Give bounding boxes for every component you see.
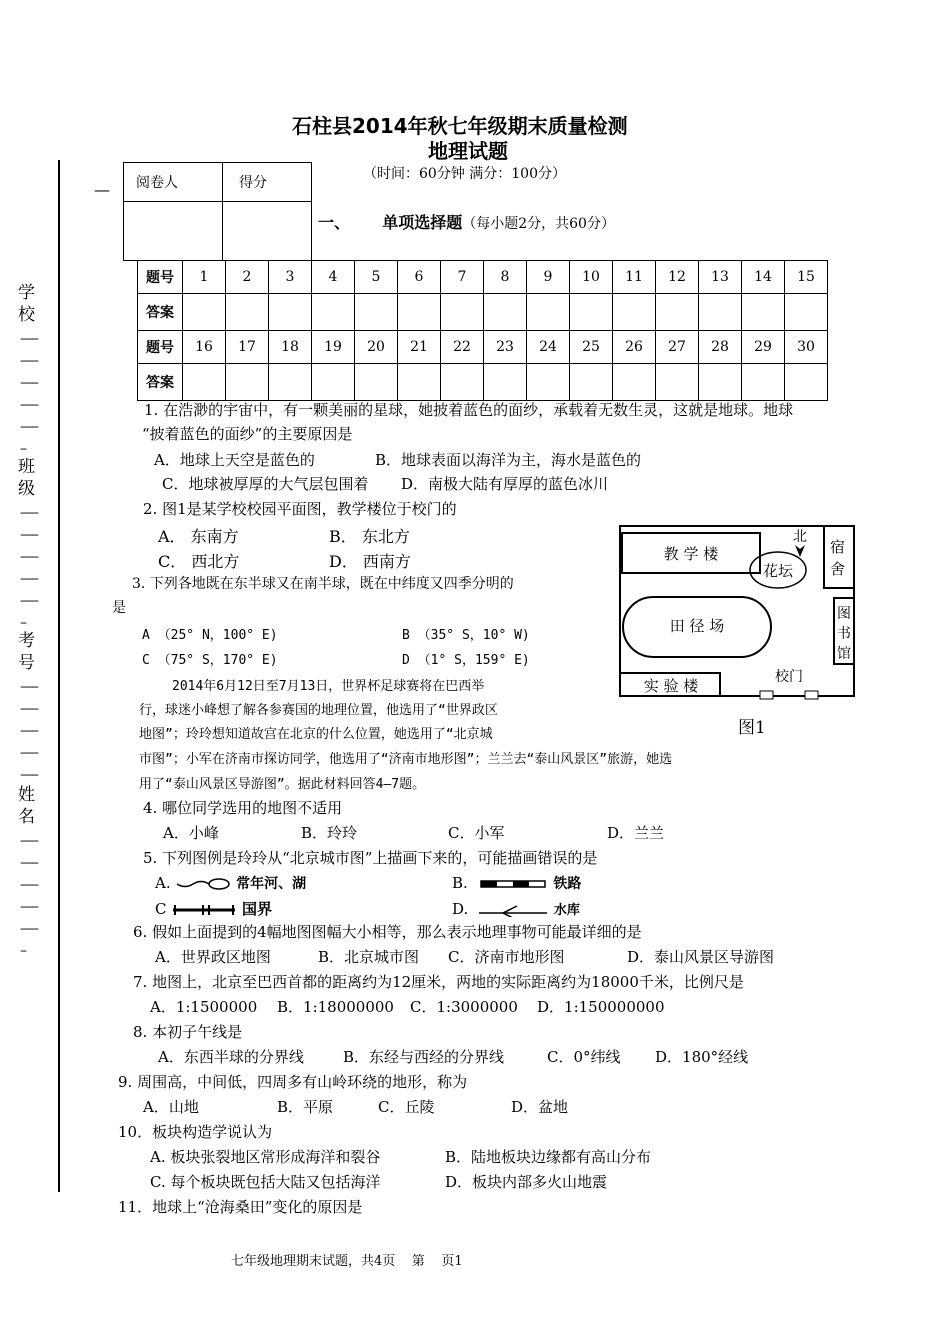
lab-label: 实 验 楼 xyxy=(643,677,699,695)
score-field[interactable] xyxy=(223,202,312,261)
question-number: 20 xyxy=(355,331,398,364)
track-label: 田 径 场 xyxy=(669,617,725,635)
answer-cell[interactable] xyxy=(355,294,398,331)
answer-cell[interactable] xyxy=(613,364,656,401)
answer-cell[interactable] xyxy=(398,294,441,331)
q3-option-c[interactable]: C （75° S，170° E) xyxy=(142,653,278,668)
q11-stem: 11．地球上“沧海桑田”变化的原因是 xyxy=(118,1198,363,1216)
q9-option-a[interactable]: A．山地 xyxy=(143,1098,199,1116)
answer-cell[interactable] xyxy=(269,294,312,331)
score-label: 得分 xyxy=(223,163,312,202)
answer-cell[interactable] xyxy=(527,294,570,331)
question-number: 10 xyxy=(570,261,613,294)
gate-post-right xyxy=(805,691,818,699)
answer-cell[interactable] xyxy=(484,294,527,331)
question-number: 13 xyxy=(699,261,742,294)
q7-option-b[interactable]: B．1:18000000 xyxy=(277,998,394,1016)
answer-cell[interactable] xyxy=(398,364,441,401)
q7-option-d[interactable]: D．1:150000000 xyxy=(537,998,665,1016)
reviewer-label: 阅卷人 xyxy=(124,163,223,202)
q8-stem: 8. 本初子午线是 xyxy=(133,1023,243,1041)
q7-stem: 7. 地图上，北京至巴西首都的距离约为12厘米，两地的实际距离约为18000千米，比例尺是 xyxy=(133,973,744,991)
north-label: 北 xyxy=(793,529,807,545)
sidebar-school: 学校 xyxy=(18,283,35,325)
q3-option-a[interactable]: A （25° N，100° E) xyxy=(142,628,278,643)
question-number: 12 xyxy=(656,261,699,294)
q5-b-letter: B. xyxy=(452,874,468,892)
q8-option-c[interactable]: C．0°纬线 xyxy=(547,1048,621,1066)
exam-info: （时间：60分钟 满分：100分） xyxy=(363,166,566,182)
q2-option-c[interactable]: C． 西北方 xyxy=(158,552,240,571)
q8-option-b[interactable]: B．东经与西经的分界线 xyxy=(343,1048,505,1066)
q1-stem: 1. 在浩渺的宇宙中，有一颗美丽的星球，她披着蓝色的面纱，承载着无数生灵，这就是地球。地球 xyxy=(144,401,794,419)
q3-stem: 3. 下列各地既在东半球又在南半球，既在中纬度又四季分明的 xyxy=(132,576,514,592)
q2-option-d[interactable]: D． 西南方 xyxy=(329,552,411,571)
q10-option-d[interactable]: D．板块内部多火山地震 xyxy=(445,1173,608,1191)
binding-line xyxy=(58,160,60,1192)
north-arrow-icon xyxy=(795,545,805,557)
question-number: 22 xyxy=(441,331,484,364)
reviewer-field[interactable] xyxy=(124,202,223,261)
railway-symbol-icon xyxy=(479,877,549,891)
page-footer: 七年级地理期末试题，共4页 第 页1 xyxy=(231,1254,463,1269)
flower-label: 花坛 xyxy=(762,562,794,580)
question-number: 18 xyxy=(269,331,312,364)
q2-option-a[interactable]: A． 东南方 xyxy=(158,527,239,546)
q6-stem: 6. 假如上面提到的4幅地图图幅大小相等，那么表示地理事物可能最详细的是 xyxy=(133,923,642,941)
q1-stem-2: “披着蓝色的面纱”的主要原因是 xyxy=(142,425,353,443)
answer-cell[interactable] xyxy=(570,294,613,331)
dorm-label: 宿舍 xyxy=(830,538,846,578)
dorm-building xyxy=(824,526,854,588)
q5-d-letter: D. xyxy=(452,900,469,918)
gate-post-left xyxy=(760,691,773,699)
answer-cell[interactable] xyxy=(183,294,226,331)
material-line-2: 行，球迷小峰想了解各参赛国的地理位置，他选用了“世界政区 xyxy=(139,703,498,718)
q3-option-d[interactable]: D （1° S，159° E) xyxy=(402,653,530,668)
name-blank[interactable]: —– —– —– —– —– – xyxy=(20,833,37,959)
q8-option-a[interactable]: A．东西半球的分界线 xyxy=(158,1048,304,1066)
question-number: 15 xyxy=(785,261,828,294)
question-number: 19 xyxy=(312,331,355,364)
q7-option-a[interactable]: A．1:1500000 xyxy=(150,998,258,1016)
figure-caption: 图1 xyxy=(738,718,766,738)
q1-option-d[interactable]: D．南极大陆有厚厚的蓝色冰川 xyxy=(401,475,609,493)
class-blank[interactable]: —– —– —– —– —– – xyxy=(20,505,37,631)
q5-a-letter: A. xyxy=(155,874,171,892)
q1-option-c[interactable]: C．地球被厚厚的大气层包围着 xyxy=(162,475,369,493)
answer-cell[interactable] xyxy=(656,364,699,401)
answer-cell[interactable] xyxy=(441,364,484,401)
q5-option-a[interactable] xyxy=(155,873,306,894)
q2-option-b[interactable]: B． 东北方 xyxy=(329,527,410,546)
answer-cell[interactable] xyxy=(742,364,785,401)
q4-option-a[interactable]: A．小峰 xyxy=(163,824,219,842)
question-number: 28 xyxy=(699,331,742,364)
page-title: 石柱县2014年秋七年级期末质量检测 xyxy=(292,114,628,138)
answer-cell[interactable] xyxy=(484,364,527,401)
q4-option-b[interactable]: B．玲玲 xyxy=(301,824,358,842)
grade-box xyxy=(123,162,312,261)
answer-cell[interactable] xyxy=(527,364,570,401)
q5-c-text: 国界 xyxy=(242,900,273,918)
q10-stem: 10．板块构造学说认为 xyxy=(118,1123,273,1141)
ans-label: 答案 xyxy=(138,364,183,401)
q4-option-c[interactable]: C．小军 xyxy=(448,824,505,842)
question-number: 16 xyxy=(183,331,226,364)
q5-d-text: 水库 xyxy=(553,903,580,918)
question-number: 29 xyxy=(742,331,785,364)
question-number: 5 xyxy=(355,261,398,294)
q3-stem-2: 是 xyxy=(112,600,126,616)
q5-option-b[interactable] xyxy=(452,873,581,894)
question-number: 3 xyxy=(269,261,312,294)
q10-option-a[interactable]: A. 板块张裂地区常形成海洋和裂谷 xyxy=(150,1148,381,1166)
q4-option-d[interactable]: D．兰兰 xyxy=(607,824,665,842)
q9-option-c[interactable]: C．丘陵 xyxy=(378,1098,435,1116)
question-number: 14 xyxy=(742,261,785,294)
question-number: 17 xyxy=(226,331,269,364)
section-note: （每小题2分，共60分） xyxy=(462,216,615,232)
section-heading xyxy=(318,212,615,234)
section-number: 一、 xyxy=(318,213,351,232)
num-label: 题号 xyxy=(138,331,183,364)
q6-option-d[interactable]: D．泰山风景区导游图 xyxy=(627,948,775,966)
gate-label: 校门 xyxy=(775,669,803,685)
q3-option-b[interactable]: B （35° S，10° W) xyxy=(402,628,530,643)
question-number: 30 xyxy=(785,331,828,364)
answer-cell[interactable] xyxy=(355,364,398,401)
question-number: 2 xyxy=(226,261,269,294)
question-number: 24 xyxy=(527,331,570,364)
q6-option-a[interactable]: A．世界政区地图 xyxy=(155,948,271,966)
section-name: 单项选择题 xyxy=(382,213,463,232)
river-lake-symbol-icon xyxy=(175,877,231,891)
q5-b-text: 铁路 xyxy=(553,876,582,892)
answer-cell[interactable] xyxy=(785,294,828,331)
page-subtitle: 地理试题 xyxy=(428,139,508,163)
answer-cell[interactable] xyxy=(613,294,656,331)
answer-cell[interactable] xyxy=(312,294,355,331)
question-number: 1 xyxy=(183,261,226,294)
campus-map xyxy=(619,525,859,701)
answer-cell[interactable] xyxy=(742,294,785,331)
answer-cell[interactable] xyxy=(183,364,226,401)
q1-option-b[interactable]: B．地球表面以海洋为主，海水是蓝色的 xyxy=(375,451,642,469)
material-line-5: 用了“泰山风景区导游图”。据此材料回答4—7题。 xyxy=(139,777,426,792)
exam-no-blank[interactable]: —– —– —– —– —– xyxy=(20,679,37,783)
answer-cell[interactable] xyxy=(570,364,613,401)
q5-option-c[interactable] xyxy=(155,899,272,919)
answer-cell[interactable] xyxy=(699,294,742,331)
question-number: 4 xyxy=(312,261,355,294)
q2-stem: 2. 图1是某学校校园平面图，教学楼位于校门的 xyxy=(143,500,457,518)
answer-cell[interactable] xyxy=(656,294,699,331)
question-number: 21 xyxy=(398,331,441,364)
question-number: 11 xyxy=(613,261,656,294)
answer-table xyxy=(137,260,828,401)
question-number: 8 xyxy=(484,261,527,294)
answer-cell[interactable] xyxy=(441,294,484,331)
ans-label: 答案 xyxy=(138,294,183,331)
question-number: 26 xyxy=(613,331,656,364)
q6-option-b[interactable]: B．北京城市图 xyxy=(318,948,420,966)
teaching-label: 教 学 楼 xyxy=(663,545,719,563)
answer-cell[interactable] xyxy=(312,364,355,401)
question-number: 9 xyxy=(527,261,570,294)
q10-option-b[interactable]: B．陆地板块边缘都有高山分布 xyxy=(445,1148,652,1166)
question-number: 25 xyxy=(570,331,613,364)
map-border xyxy=(620,526,854,696)
material-line-3: 地图”；玲玲想知道故宫在北京的什么位置，她选用了“北京城 xyxy=(139,727,493,742)
corner-dash: — xyxy=(94,180,110,199)
material-line-4: 市图”；小军在济南市探访同学，他选用了“济南市地形图”；兰兰去“泰山风景区”旅游，她选 xyxy=(139,752,673,767)
school-blank[interactable]: —– —– —– —– —– – xyxy=(20,331,37,457)
q7-option-c[interactable]: C．1:3000000 xyxy=(410,998,518,1016)
question-number: 27 xyxy=(656,331,699,364)
reservoir-symbol-icon xyxy=(477,903,549,917)
q6-option-c[interactable]: C．济南市地形图 xyxy=(448,948,565,966)
answer-cell[interactable] xyxy=(226,294,269,331)
question-number: 6 xyxy=(398,261,441,294)
q9-stem: 9. 周围高，中间低，四周多有山岭环绕的地形，称为 xyxy=(118,1073,468,1091)
answer-cell[interactable] xyxy=(269,364,312,401)
library-label: 图书馆 xyxy=(837,606,851,662)
question-number: 7 xyxy=(441,261,484,294)
answer-cell[interactable] xyxy=(226,364,269,401)
q5-c-letter: C xyxy=(155,900,167,918)
material-line-1: 2014年6月12日至7月13日，世界杯足球赛将在巴西举 xyxy=(172,679,485,694)
answer-cell[interactable] xyxy=(785,364,828,401)
border-symbol-icon xyxy=(171,903,237,917)
q8-option-d[interactable]: D．180°经线 xyxy=(655,1048,749,1066)
question-number: 23 xyxy=(484,331,527,364)
q9-option-b[interactable]: B．平原 xyxy=(277,1098,334,1116)
sidebar-class: 班级 xyxy=(18,457,35,499)
q4-stem: 4. 哪位同学选用的地图不适用 xyxy=(143,799,343,817)
sidebar-exam-no: 考号 xyxy=(18,631,35,673)
q10-option-c[interactable]: C. 每个板块既包括大陆又包括海洋 xyxy=(150,1173,381,1191)
q1-option-a[interactable]: A．地球上天空是蓝色的 xyxy=(154,451,315,469)
q5-option-d[interactable] xyxy=(452,899,580,921)
q5-a-text: 常年河、湖 xyxy=(236,876,307,892)
answer-cell[interactable] xyxy=(699,364,742,401)
q5-stem: 5. 下列图例是玲玲从“北京城市图”上描画下来的，可能描画错误的是 xyxy=(143,849,598,867)
q9-option-d[interactable]: D．盆地 xyxy=(511,1098,569,1116)
num-label: 题号 xyxy=(138,261,183,294)
sidebar-name: 姓名 xyxy=(18,785,35,827)
